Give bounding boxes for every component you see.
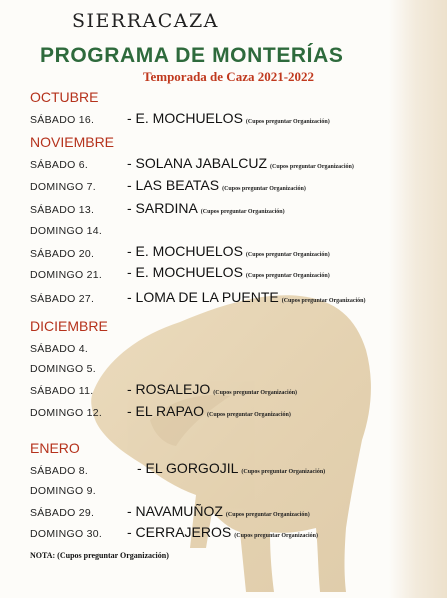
month-heading-january: ENERO <box>30 440 80 456</box>
row-date: SÁBADO 29. <box>30 507 95 519</box>
event-note: (Cupos preguntar Organización) <box>207 412 291 418</box>
month-heading-december: DICIEMBRE <box>30 318 108 334</box>
page-title: PROGRAMA DE MONTERÍAS <box>40 44 344 67</box>
row-event <box>127 289 366 305</box>
row-date: SÁBADO 13. <box>30 204 95 216</box>
event-name: - NAVAMUÑOZ <box>127 503 223 519</box>
row-event <box>127 524 318 540</box>
row-date: SÁBADO 4. <box>30 343 89 355</box>
row-event <box>127 403 291 419</box>
row-date: SÁBADO 8. <box>30 465 89 477</box>
row-event <box>127 110 330 126</box>
row-date: SÁBADO 11. <box>30 385 94 397</box>
row-date: DOMINGO 5. <box>30 363 97 375</box>
row-date: DOMINGO 7. <box>30 181 97 193</box>
event-name: - LOMA DE LA PUENTE <box>127 289 279 305</box>
season-subtitle: Temporada de Caza 2021-2022 <box>143 69 315 84</box>
footer-note: NOTA: (Cupos preguntar Organización) <box>30 551 169 560</box>
event-note: (Cupos preguntar Organización) <box>200 209 285 215</box>
event-note: (Cupos preguntar Organización) <box>225 512 310 518</box>
row-event <box>127 200 285 216</box>
event-name: - EL GORGOJIL <box>137 460 239 476</box>
row-date: SÁBADO 6. <box>30 159 89 171</box>
row-event <box>127 381 297 397</box>
event-name: - E. MOCHUELOS <box>127 243 243 259</box>
event-note: (Cupos preguntar Organización) <box>270 164 354 170</box>
event-name: - E. MOCHUELOS <box>127 264 243 280</box>
event-note: (Cupos preguntar Organización) <box>234 533 319 539</box>
row-event <box>127 264 330 280</box>
row-date: DOMINGO 14. <box>30 225 103 237</box>
row-event <box>127 177 306 193</box>
row-date: SÁBADO 20. <box>30 248 95 260</box>
row-date: SÁBADO 27. <box>30 293 95 305</box>
event-note: (Cupos preguntar Organización) <box>281 298 366 304</box>
event-name: - EL RAPAO <box>127 403 205 419</box>
event-note: (Cupos preguntar Organización) <box>245 252 330 258</box>
row-date: SÁBADO 16. <box>30 114 95 126</box>
event-name: - E. MOCHUELOS <box>127 110 243 126</box>
event-name: - SARDINA <box>127 200 198 216</box>
event-name: - SOLANA JABALCUZ <box>127 155 268 171</box>
row-event <box>127 243 330 259</box>
event-note: (Cupos preguntar Organización) <box>245 119 330 125</box>
row-date: DOMINGO 9. <box>30 485 97 497</box>
month-heading-november: NOVIEMBRE <box>30 134 115 150</box>
row-event <box>127 503 310 519</box>
event-note: (Cupos preguntar Organización) <box>222 186 306 192</box>
month-heading-october: OCTUBRE <box>30 89 99 105</box>
event-name: - CERRAJEROS <box>127 524 232 540</box>
event-note: (Cupos preguntar Organización) <box>213 390 298 396</box>
row-date: DOMINGO 12. <box>30 407 103 419</box>
row-date: DOMINGO 30. <box>30 528 103 540</box>
event-note: (Cupos preguntar Organización) <box>241 469 326 475</box>
brand-name: SIERRACAZA <box>72 10 219 32</box>
event-name: - LAS BEATAS <box>127 177 220 193</box>
row-date: DOMINGO 21. <box>30 269 103 281</box>
event-name: - ROSALEJO <box>127 381 211 397</box>
row-event <box>127 155 354 171</box>
event-note: (Cupos preguntar Organización) <box>245 273 330 279</box>
row-event <box>137 460 325 476</box>
